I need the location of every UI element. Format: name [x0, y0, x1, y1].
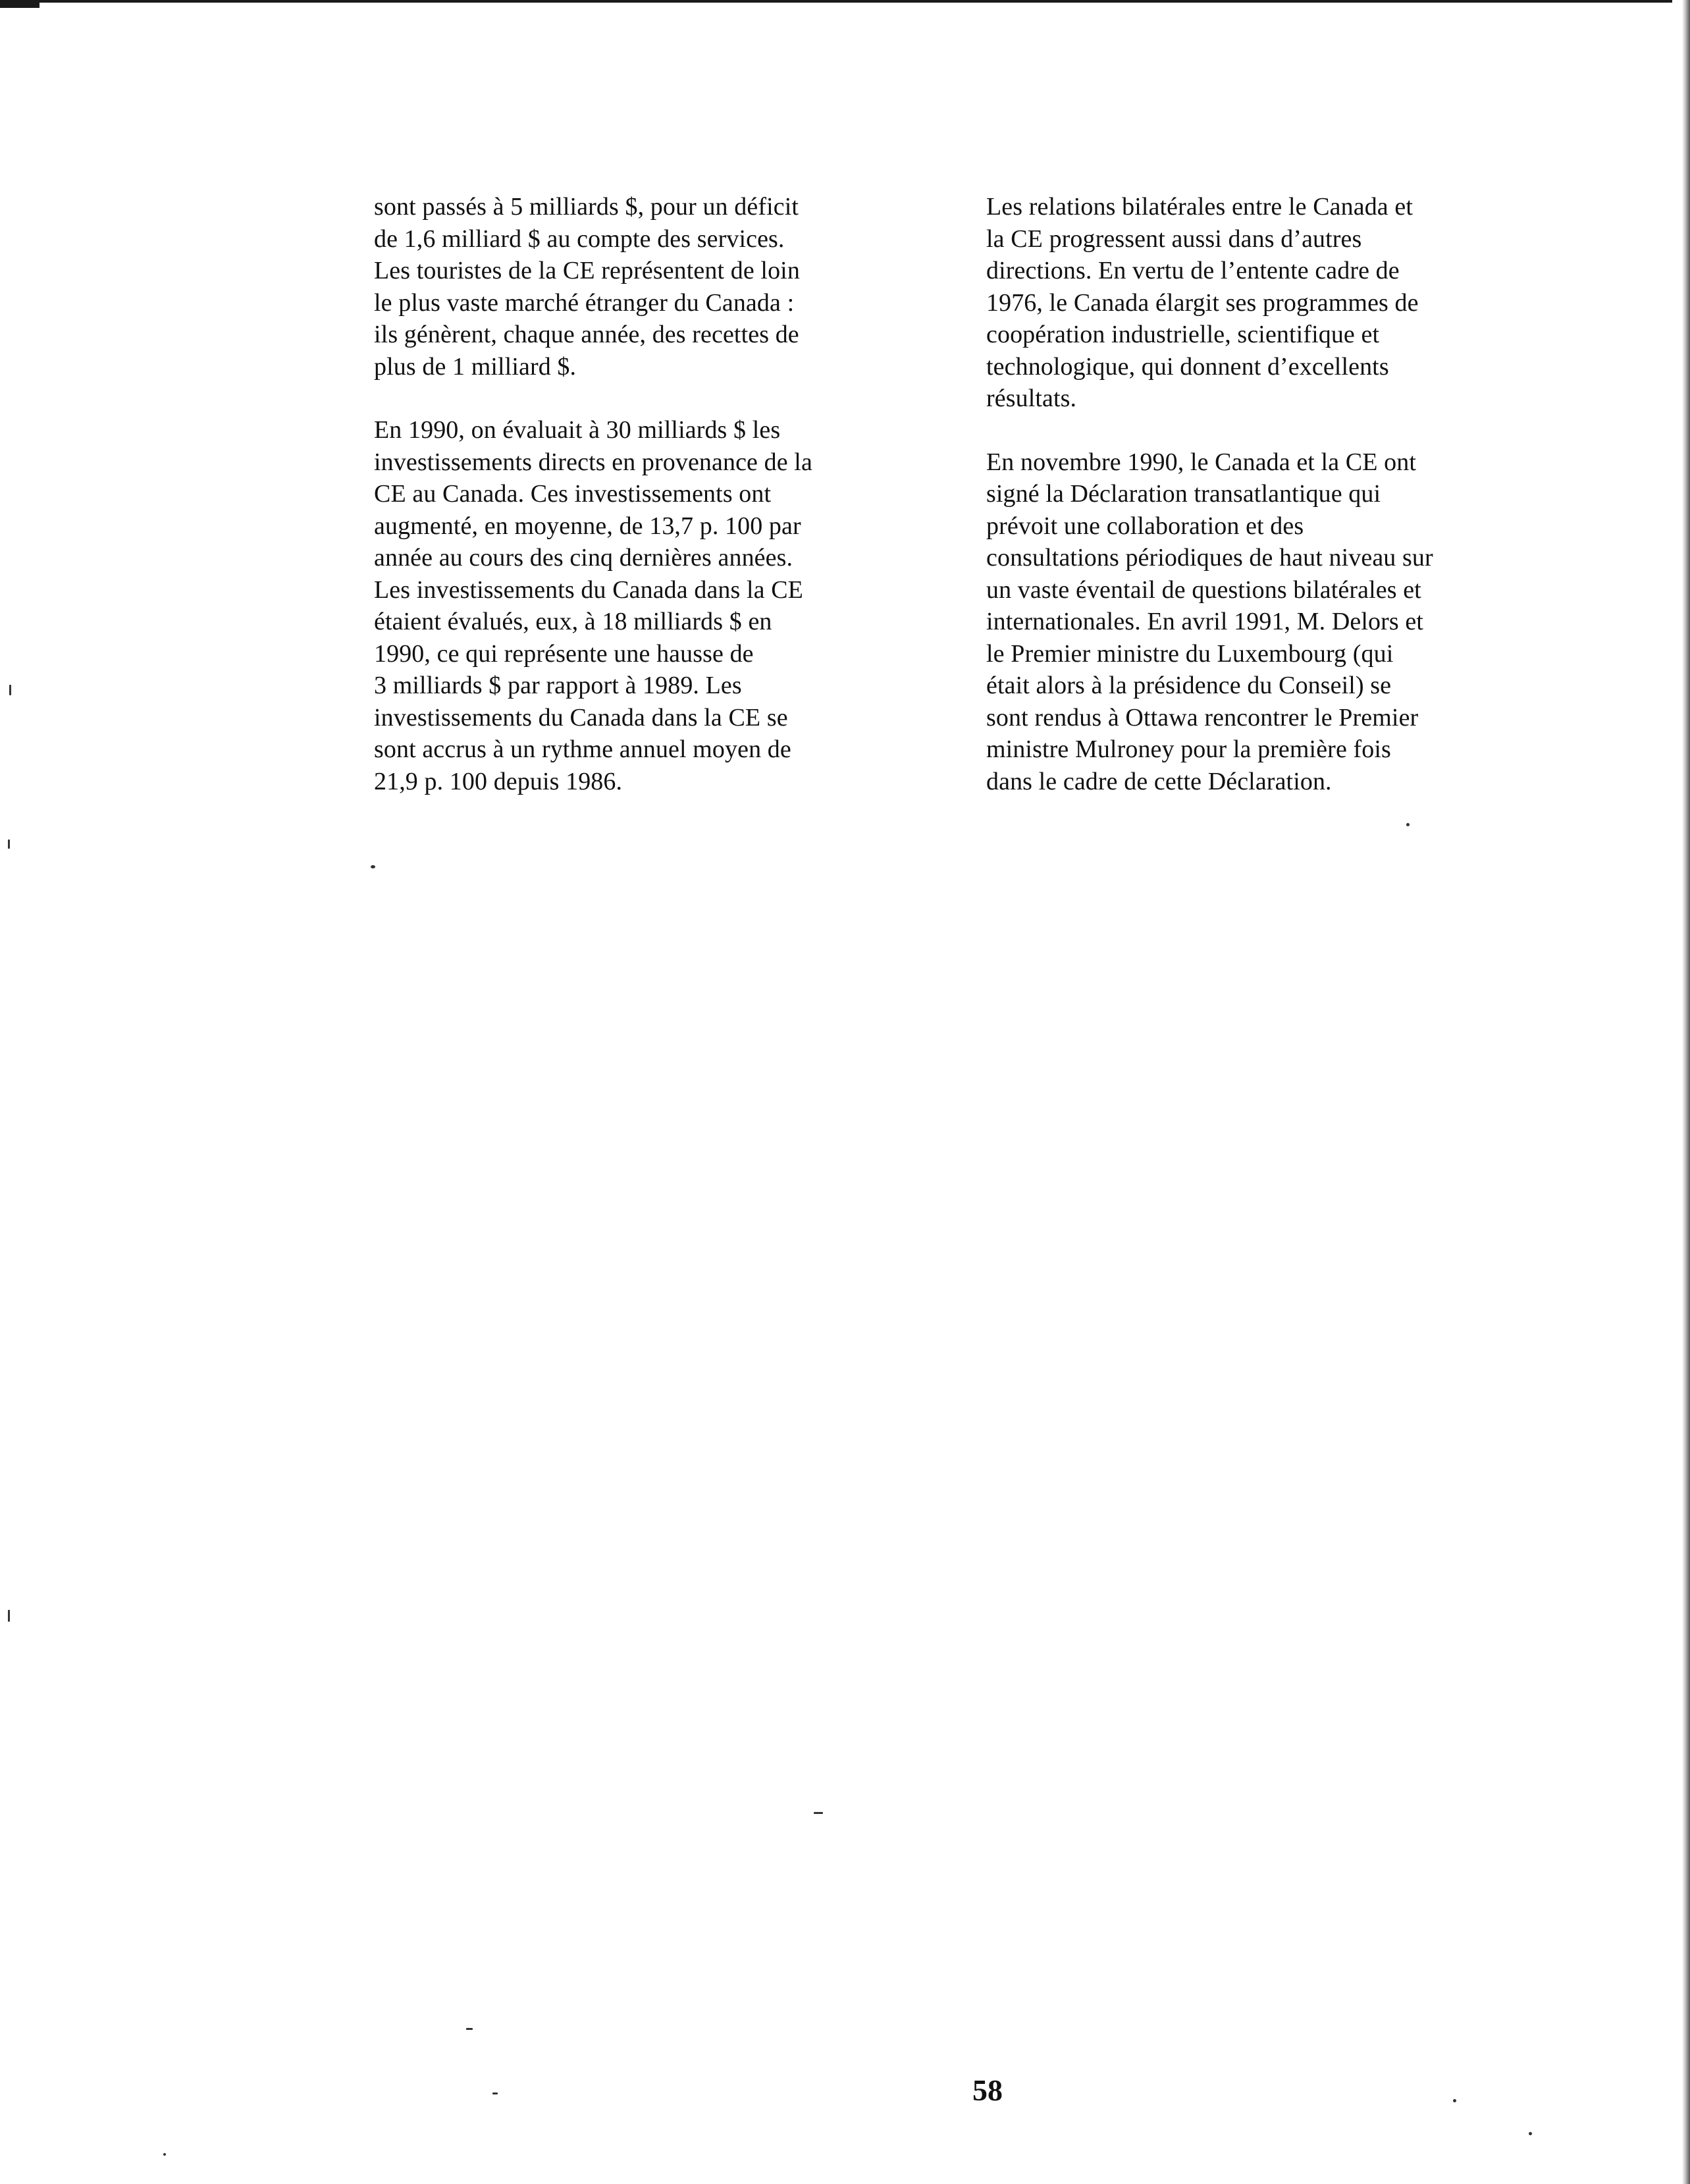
paragraph-bilateral-relations: Les relations bilatérales entre le Canada et la CE progressent aussi dans d’autres directions. En vertu de l’entente cadre de 1976, le Canada élargit ses programmes de coopération industrielle, scientifique et technologique, qui donnent d’excellents résultats.: [986, 193, 1419, 412]
scan-right-border: [1682, 0, 1690, 2184]
scan-speck: [163, 2153, 166, 2156]
right-text-column: [986, 191, 1506, 829]
scan-speck: [1453, 2099, 1456, 2102]
scan-speck: [1529, 2132, 1532, 2135]
scan-speck: [492, 2092, 498, 2094]
scan-speck: [466, 2028, 473, 2030]
paragraph-transatlantic-declaration: En novembre 1990, le Canada et la CE ont signé la Déclaration transatlantique qui prévoit une collaboration et des consultations périodiques de haut niveau sur un vaste éventail de questions bilatérales et internationales. En avril 1991, M. Delors et le Premier ministre du Luxembourg (qui était alors à la présidence du Conseil) se sont rendus à Ottawa rencontrer le Premier ministre Mulroney pour la première fois dans le cadre de cette Déclaration.: [986, 448, 1433, 795]
scan-top-border: [0, 0, 1672, 3]
paragraph-tourism-services: sont passés à 5 milliards $, pour un déficit de 1,6 milliard $ au compte des services. Les touristes de la CE représentent de loin le plus vaste marché étranger du Canada : ils génèrent, chaque année, des recettes de plus de 1 milliard $.: [374, 193, 800, 381]
scan-speck: [814, 1812, 823, 1814]
scan-speck: [1406, 823, 1410, 826]
paragraph-direct-investments: En 1990, on évaluait à 30 milliards $ les investissements directs en provenance de la CE au Canada. Ces investissements ont augmenté, en moyenne, de 13,7 p. 100 par année au cours des cinq dernières années. Les investissements du Canada dans la CE étaient évalués, eux, à 18 milliards $ en 1990, ce qui représente une hausse de 3 milliards $ par rapport à 1989. Les investissements du Canada dans la CE se sont accrus à un rythme annuel moyen de 21,9 p. 100 depuis 1986.: [374, 416, 812, 795]
scan-speck: [371, 865, 375, 868]
left-text-column: [374, 191, 894, 829]
scan-corner-mark: [0, 0, 40, 8]
scan-speck: [8, 839, 10, 849]
scan-speck: [8, 1610, 10, 1622]
scan-speck: [9, 685, 11, 695]
page-number: 58: [972, 2073, 1003, 2107]
